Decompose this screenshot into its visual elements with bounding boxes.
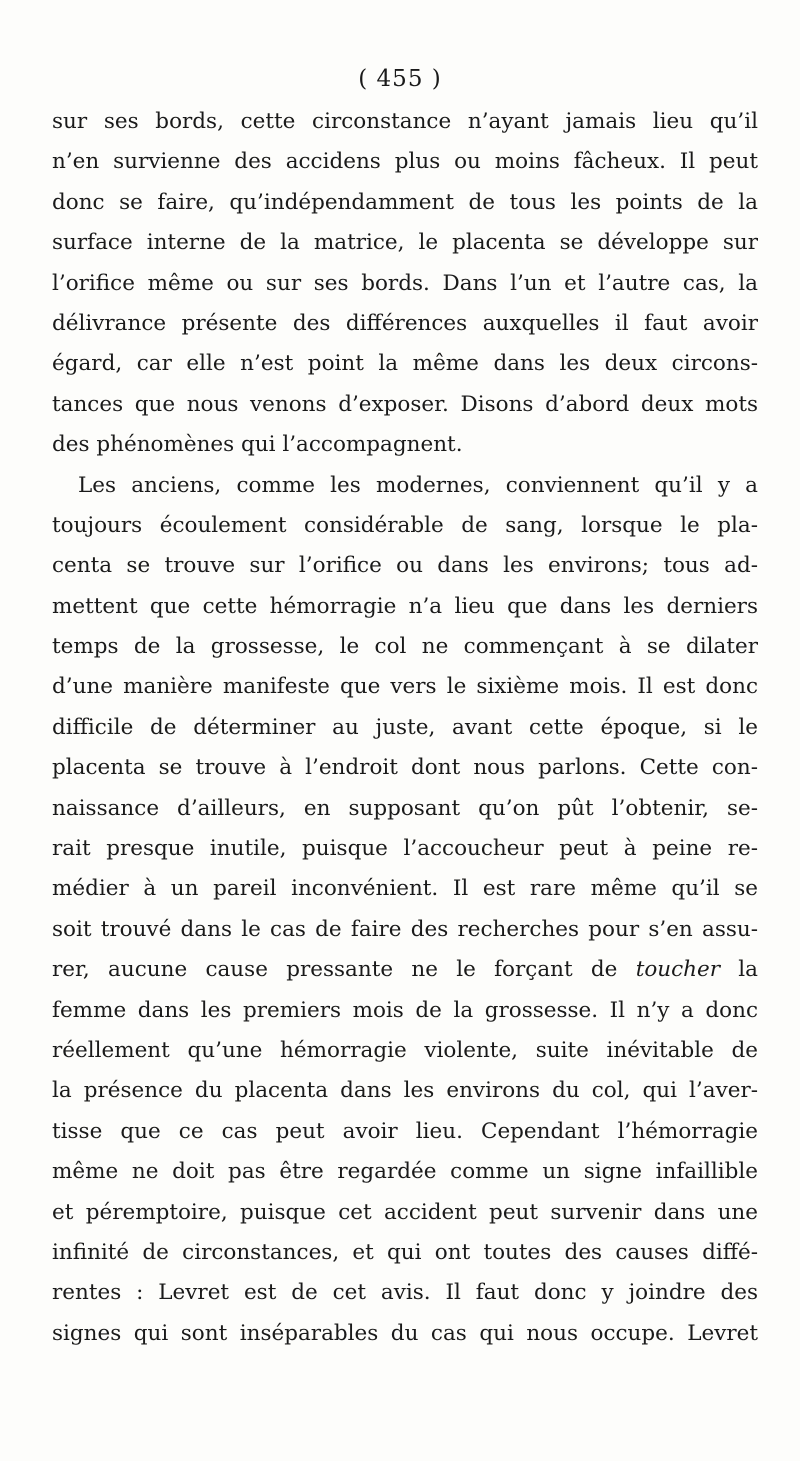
body-text [52, 102, 758, 1354]
text-line: mettent que cette hémorragie n’a lieu que dans les derniers [52, 593, 758, 619]
text-line: d’une manière manifeste que vers le sixième mois. Il est donc [52, 674, 758, 700]
text-line: réellement qu’une hémorragie violente, suite inévitable de [52, 1037, 758, 1063]
text-line: temps de la grossesse, le col ne commençant à se dilater [52, 634, 758, 660]
text-line: signes qui sont inséparables du cas qui nous occupe. Levret [52, 1320, 758, 1346]
text-line: infinité de circonstances, et qui ont toutes des causes diffé- [52, 1239, 758, 1265]
paragraph-start-line: Les anciens, comme les modernes, conviennent qu’il y a [78, 472, 758, 498]
text-line: naissance d’ailleurs, en supposant qu’on pût l’obtenir, se- [52, 795, 758, 821]
text-line: et péremptoire, puisque cet accident peut survenir dans une [52, 1199, 758, 1225]
text-segment: rer, aucune cause pressante ne le forçant de [52, 957, 636, 983]
text-segment: la [720, 957, 758, 983]
text-line: soit trouvé dans le cas de faire des recherches pour s’en assu- [52, 916, 758, 942]
text-line: difficile de déterminer au juste, avant cette époque, si le [52, 714, 758, 740]
text-line: rait presque inutile, puisque l’accoucheur peut à peine re- [52, 836, 758, 862]
text-line: des phénomènes qui l’accompagnent. [52, 432, 463, 458]
text-line: égard, car elle n’est point la même dans les deux circons- [52, 351, 758, 377]
text-line: tances que nous venons d’exposer. Disons d’abord deux mots [52, 391, 758, 417]
text-line: centa se trouve sur l’orifice ou dans les environs; tous ad- [52, 553, 758, 579]
text-line: médier à un pareil inconvénient. Il est rare même qu’il se [52, 876, 758, 902]
page-number: ( 455 ) [358, 66, 442, 92]
emphasized-word: toucher [635, 957, 721, 983]
text-line: n’en survienne des accidens plus ou moins fâcheux. Il peut [52, 149, 758, 175]
text-line: donc se faire, qu’indépendamment de tous les points de la [52, 189, 758, 215]
text-line: tisse que ce cas peut avoir lieu. Cependant l’hémorragie [52, 1118, 758, 1144]
text-line: délivrance présente des différences auxquelles il faut avoir [52, 310, 758, 336]
text-line: toujours écoulement considérable de sang, lorsque le pla- [52, 512, 758, 538]
text-line: rentes : Levret est de cet avis. Il faut donc y joindre des [52, 1280, 758, 1306]
text-line: sur ses bords, cette circonstance n’ayant jamais lieu qu’il [52, 109, 758, 134]
text-line: l’orifice même ou sur ses bords. Dans l’un et l’autre cas, la [52, 270, 758, 296]
text-line: la présence du placenta dans les environs du col, qui l’aver- [52, 1078, 758, 1104]
text-line: placenta se trouve à l’endroit dont nous parlons. Cette con- [52, 755, 758, 781]
text-line: même ne doit pas être regardée comme un signe infaillible [52, 1159, 758, 1185]
text-line: femme dans les premiers mois de la grossesse. Il n’y a donc [52, 997, 758, 1023]
text-line-with-emphasis [52, 950, 758, 990]
text-line: surface interne de la matrice, le placenta se développe sur [52, 230, 758, 256]
